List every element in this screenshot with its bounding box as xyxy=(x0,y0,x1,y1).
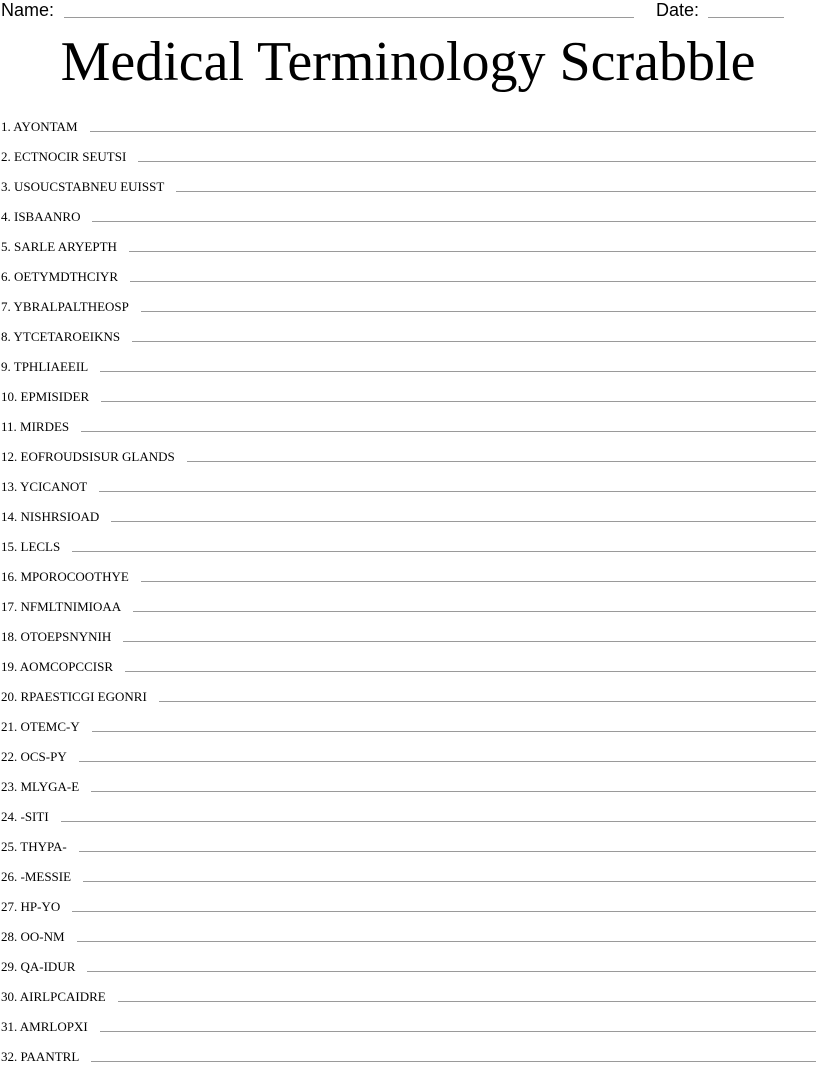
answer-line[interactable] xyxy=(99,491,816,492)
answer-line[interactable] xyxy=(159,701,816,702)
scrambled-word: QA-IDUR xyxy=(20,959,76,974)
scrambled-word: MPOROCOOTHYE xyxy=(20,569,129,584)
question-row xyxy=(0,771,816,801)
question-text xyxy=(0,569,129,591)
answer-line[interactable] xyxy=(125,671,816,672)
scrambled-word: AOMCOPCCISR xyxy=(19,659,113,674)
worksheet-header xyxy=(0,0,816,24)
question-row xyxy=(0,891,816,921)
question-number: 12. xyxy=(1,449,18,464)
scrambled-word: YCICANOT xyxy=(20,479,88,494)
question-number: 26. xyxy=(1,869,18,884)
question-number: 3. xyxy=(1,179,11,194)
date-label: Date: xyxy=(656,0,700,20)
question-text xyxy=(0,659,113,681)
scrambled-word: -SITI xyxy=(20,809,49,824)
answer-line[interactable] xyxy=(176,191,816,192)
scrambled-word: AMRLOPXI xyxy=(19,1019,88,1034)
question-number: 4. xyxy=(1,209,11,224)
question-row xyxy=(0,171,816,201)
question-text xyxy=(0,449,175,471)
answer-line[interactable] xyxy=(100,1031,816,1032)
question-number: 28. xyxy=(1,929,18,944)
answer-line[interactable] xyxy=(111,521,816,522)
question-row xyxy=(0,621,816,651)
question-number: 11. xyxy=(1,419,17,434)
question-row xyxy=(0,291,816,321)
question-text xyxy=(0,809,49,831)
question-row xyxy=(0,681,816,711)
question-text xyxy=(0,119,78,141)
answer-line[interactable] xyxy=(130,281,816,282)
question-text xyxy=(0,269,118,291)
scrambled-word: PAANTRL xyxy=(20,1049,80,1064)
answer-line[interactable] xyxy=(138,161,816,162)
question-number: 13. xyxy=(1,479,18,494)
scrambled-word: THYPA- xyxy=(20,839,67,854)
scrambled-word: OTOEPSNYNIH xyxy=(20,629,112,644)
question-row xyxy=(0,411,816,441)
scrambled-word: AIRLPCAIDRE xyxy=(19,989,106,1004)
question-number: 18. xyxy=(1,629,18,644)
question-number: 22. xyxy=(1,749,18,764)
question-number: 15. xyxy=(1,539,18,554)
question-number: 10. xyxy=(1,389,18,404)
answer-line[interactable] xyxy=(91,791,816,792)
question-number: 17. xyxy=(1,599,18,614)
answer-line[interactable] xyxy=(187,461,816,462)
question-row xyxy=(0,1011,816,1041)
answer-line[interactable] xyxy=(72,911,816,912)
scrambled-word: SARLE ARYEPTH xyxy=(14,239,117,254)
question-row xyxy=(0,741,816,771)
answer-line[interactable] xyxy=(61,821,816,822)
scrambled-word: ISBAANRO xyxy=(14,209,81,224)
name-label: Name: xyxy=(1,0,55,20)
scrambled-word: LECLS xyxy=(20,539,61,554)
question-row xyxy=(0,951,816,981)
question-number: 21. xyxy=(1,719,18,734)
question-row xyxy=(0,831,816,861)
answer-line[interactable] xyxy=(72,551,816,552)
question-row xyxy=(0,201,816,231)
question-text xyxy=(0,209,80,231)
scrambled-word: -MESSIE xyxy=(20,869,72,884)
question-row xyxy=(0,801,816,831)
scrambled-word: EOFROUDSISUR GLANDS xyxy=(20,449,175,464)
scrambled-word: NISHRSIOAD xyxy=(20,509,100,524)
answer-line[interactable] xyxy=(87,971,816,972)
question-row xyxy=(0,531,816,561)
question-text xyxy=(0,1049,79,1071)
question-text xyxy=(0,479,87,501)
question-text xyxy=(0,989,106,1011)
question-number: 1. xyxy=(1,119,11,134)
scrambled-word: USOUCSTABNEU EUISST xyxy=(14,179,165,194)
question-text xyxy=(0,959,75,981)
question-number: 20. xyxy=(1,689,18,704)
scrambled-word: OO-NM xyxy=(20,929,65,944)
question-text xyxy=(0,359,88,381)
answer-line[interactable] xyxy=(81,431,816,432)
question-number: 16. xyxy=(1,569,18,584)
question-text xyxy=(0,599,121,621)
scrambled-word: YTCETAROEIKNS xyxy=(13,329,121,344)
question-row xyxy=(0,321,816,351)
question-number: 24. xyxy=(1,809,18,824)
question-number: 32. xyxy=(1,1049,18,1064)
scrambled-word: HP-YO xyxy=(20,899,61,914)
question-row xyxy=(0,111,816,141)
answer-line[interactable] xyxy=(79,761,816,762)
question-number: 27. xyxy=(1,899,18,914)
question-text xyxy=(0,629,111,651)
question-row xyxy=(0,381,816,411)
question-list xyxy=(0,111,816,1071)
question-text xyxy=(0,239,117,261)
question-row xyxy=(0,651,816,681)
question-text xyxy=(0,749,67,771)
scrambled-word: OCS-PY xyxy=(20,749,67,764)
question-number: 2. xyxy=(1,149,11,164)
question-row xyxy=(0,231,816,261)
answer-line[interactable] xyxy=(77,941,816,942)
question-row xyxy=(0,141,816,171)
scrambled-word: AYONTAM xyxy=(13,119,78,134)
question-text xyxy=(0,719,80,741)
answer-line[interactable] xyxy=(91,1061,816,1062)
question-row xyxy=(0,501,816,531)
date-answer-line[interactable] xyxy=(708,17,784,18)
question-number: 30. xyxy=(1,989,18,1004)
question-row xyxy=(0,351,816,381)
scrambled-word: TPHLIAEEIL xyxy=(13,359,89,374)
question-text xyxy=(0,839,67,861)
scrambled-word: OETYMDTHCIYR xyxy=(14,269,118,284)
answer-line[interactable] xyxy=(123,641,816,642)
question-text xyxy=(0,179,164,201)
question-text xyxy=(0,899,60,921)
question-row xyxy=(0,441,816,471)
name-answer-line[interactable] xyxy=(64,17,634,18)
question-row xyxy=(0,921,816,951)
scrambled-word: OTEMC-Y xyxy=(20,719,80,734)
question-text xyxy=(0,389,89,411)
question-row xyxy=(0,561,816,591)
question-row xyxy=(0,1041,816,1071)
answer-line[interactable] xyxy=(118,1001,816,1002)
question-text xyxy=(0,689,147,711)
scrambled-word: ECTNOCIR SEUTSI xyxy=(14,149,127,164)
scrambled-word: MIRDES xyxy=(20,419,70,434)
scrambled-word: EPMISIDER xyxy=(20,389,90,404)
question-number: 25. xyxy=(1,839,18,854)
scrambled-word: NFMLTNIMIOAA xyxy=(20,599,122,614)
question-row xyxy=(0,711,816,741)
question-row xyxy=(0,261,816,291)
question-text xyxy=(0,869,71,891)
answer-line[interactable] xyxy=(83,881,816,882)
question-row xyxy=(0,861,816,891)
question-text xyxy=(0,329,120,351)
question-text xyxy=(0,779,79,801)
answer-line[interactable] xyxy=(101,401,816,402)
question-text xyxy=(0,299,129,321)
question-number: 23. xyxy=(1,779,18,794)
answer-line[interactable] xyxy=(100,371,816,372)
question-number: 14. xyxy=(1,509,18,524)
answer-line[interactable] xyxy=(133,611,816,612)
answer-line[interactable] xyxy=(132,341,816,342)
question-text xyxy=(0,509,99,531)
answer-line[interactable] xyxy=(129,251,816,252)
question-text xyxy=(0,419,69,441)
scrambled-word: MLYGA-E xyxy=(20,779,80,794)
answer-line[interactable] xyxy=(92,221,816,222)
question-number: 5. xyxy=(1,239,11,254)
answer-line[interactable] xyxy=(79,851,816,852)
question-row xyxy=(0,591,816,621)
question-text xyxy=(0,539,60,561)
answer-line[interactable] xyxy=(90,131,816,132)
answer-line[interactable] xyxy=(141,581,816,582)
question-row xyxy=(0,981,816,1011)
question-number: 6. xyxy=(1,269,11,284)
page-title: Medical Terminology Scrabble xyxy=(60,31,756,93)
question-text xyxy=(0,1019,88,1041)
scrambled-word: RPAESTICGI EGONRI xyxy=(20,689,147,704)
question-text xyxy=(0,929,65,951)
question-number: 19. xyxy=(1,659,18,674)
answer-line[interactable] xyxy=(92,731,816,732)
question-number: 31. xyxy=(1,1019,18,1034)
question-number: 9. xyxy=(1,359,11,374)
question-number: 8. xyxy=(1,329,11,344)
question-row xyxy=(0,471,816,501)
question-text xyxy=(0,149,126,171)
scrambled-word: YBRALPALTHEOSP xyxy=(13,299,129,314)
answer-line[interactable] xyxy=(141,311,816,312)
question-number: 7. xyxy=(1,299,11,314)
question-number: 29. xyxy=(1,959,18,974)
